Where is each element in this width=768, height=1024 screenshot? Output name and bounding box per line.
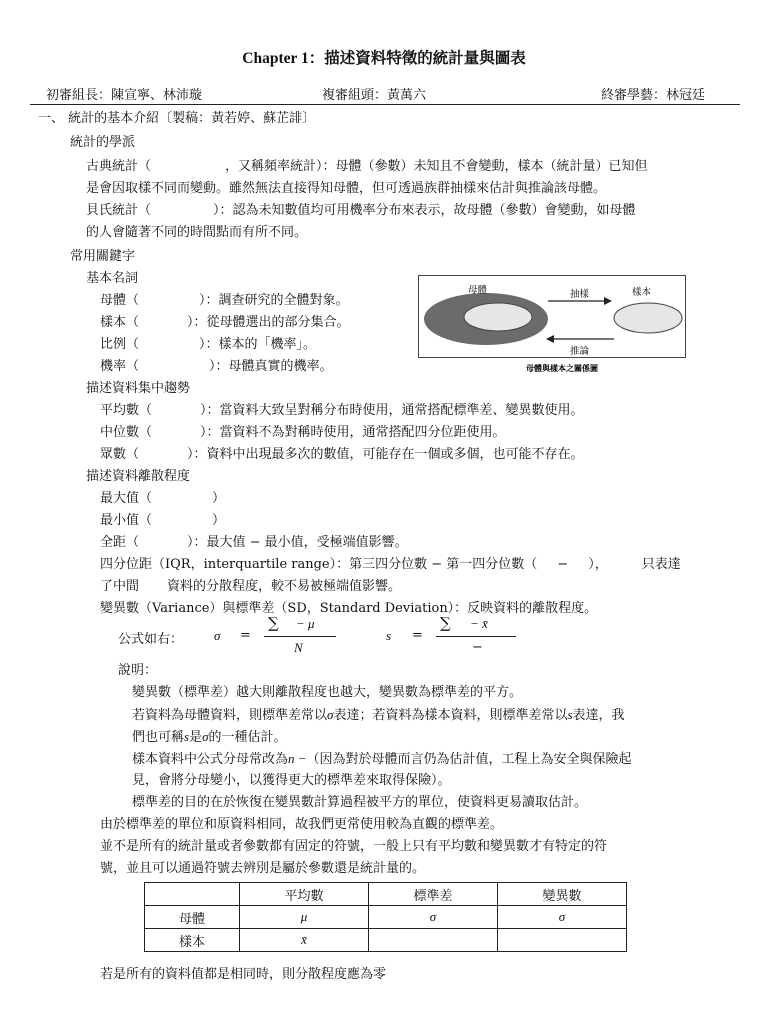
section-heading: 一、 統計的基本介紹〔製稿：黃若婷、蘇芷誹〕 <box>38 111 316 126</box>
sigma-symbol: σ <box>214 628 221 643</box>
text-span: ）：母體真實的機率。 <box>209 359 333 374</box>
text-span: ，又稱頻率統計）：母體（參數）未知且不會變動，樣本（統計量）已知但 <box>225 159 648 174</box>
text-span: （因為對於母體而言仍為估計值，工程上為安全與保險起 <box>306 752 632 767</box>
term-line <box>100 446 584 464</box>
paragraph-line: 並不是所有的統計量或者參數都有固定的符號，一般上只有平均數和變異數才有特定的符 <box>100 839 608 854</box>
subsection-heading: 統計的學派 <box>70 135 136 150</box>
text-span: 是 <box>189 730 203 745</box>
table-header-cell: 標準差 <box>369 883 498 906</box>
subsection-heading: 描述資料集中趨勢 <box>86 381 191 396</box>
term-line <box>100 512 225 530</box>
text-span: 的一種估計。 <box>208 730 287 745</box>
title-text: 描述資料特徵的統計量與圖表 <box>324 48 526 67</box>
diagram-label-population: 母體 <box>468 285 488 296</box>
fraction-bar <box>264 636 336 637</box>
text-span: 們也可稱 <box>132 730 185 745</box>
table-cell: μ <box>240 906 369 929</box>
sample-ellipse <box>614 303 682 333</box>
sample-inner-ellipse <box>464 303 532 331</box>
text-span: 資料的分散程度，較不易被極端值影響。 <box>167 579 402 594</box>
text-span: 了中間 <box>100 579 140 594</box>
text-span: ）：資料中出現最多次的數值，可能存在一個或多個，也可能不存在。 <box>187 447 584 462</box>
text-span: 中位數（ <box>100 425 153 440</box>
table-header-cell <box>145 883 240 906</box>
term-line: 變異數（Variance）與標準差（SD，Standard Deviation）：反映資料的離散程度。 <box>100 601 598 616</box>
paragraph-line: 是會因取樣不同而變動。雖然無法直接得知母體，但可透過族群抽樣來估計與推論該母體。 <box>86 181 607 196</box>
subsection-heading: 常用關鍵字 <box>70 249 136 264</box>
symbol-table <box>144 882 627 952</box>
term-line <box>100 336 316 354</box>
note-line <box>132 728 287 747</box>
population-sample-diagram <box>418 275 686 375</box>
paragraph-line <box>86 202 636 220</box>
reviewer-first: 初審組長：陳宣寧、林沛璇 <box>46 88 203 103</box>
table-cell: 母體 <box>145 906 240 929</box>
diagram-label-sampling: 抽樣 <box>570 289 590 300</box>
text-span: ） <box>212 513 226 528</box>
text-span: 樣本（ <box>100 315 140 330</box>
subsection-heading: 描述資料離散程度 <box>86 469 191 484</box>
text-span: 母體（ <box>100 293 140 308</box>
text-span: 四分位距（IQR，interquartile range）：第三四分位數 − 第一四分位數（ <box>100 557 538 572</box>
math-symbol: s <box>184 729 190 744</box>
table-cell: σ <box>498 906 627 929</box>
math-symbol: n − <box>288 751 307 766</box>
text-span: ） <box>212 491 226 506</box>
equals-sign: = <box>412 628 423 643</box>
text-span: ）：當資料不為對稱時使用，通常搭配四分位距使用。 <box>200 425 506 440</box>
text-span: ）：認為未知數值均可用機率分布來表示，故母體（參數）會變動，如母體 <box>213 203 636 218</box>
text-span: 平均數（ <box>100 403 153 418</box>
fraction-bar <box>436 636 516 637</box>
note-line <box>132 750 632 769</box>
term-line <box>100 358 333 376</box>
term-line <box>100 490 225 508</box>
divider <box>30 104 740 105</box>
sum-symbol: ∑ <box>268 614 279 632</box>
note-line: 標準差的目的在於恢復在變異數計算過程被平方的單位，使資料更易讀取估計。 <box>132 795 588 810</box>
sum-symbol: ∑ <box>440 614 451 632</box>
diagram-label-sample: 樣本 <box>632 287 652 298</box>
paragraph-line: 由於標準差的單位和原資料相同，故我們更常使用較為直觀的標準差。 <box>100 817 504 832</box>
text-span: 全距（ <box>100 535 140 550</box>
math-symbol: σ <box>327 707 334 722</box>
denominator: − <box>472 640 483 655</box>
table-header-cell: 變異數 <box>498 883 627 906</box>
text-span: 表達，我 <box>572 708 625 723</box>
denominator: N <box>294 640 303 655</box>
table-row <box>145 906 627 929</box>
math-symbol: σ <box>202 729 209 744</box>
table-cell <box>498 929 627 952</box>
text-span: 最小值（ <box>100 513 153 528</box>
variance-formula <box>118 614 538 664</box>
text-span: 最大值（ <box>100 491 153 506</box>
term-line <box>100 578 401 596</box>
term-line <box>100 534 408 552</box>
term-line <box>100 402 584 420</box>
text-span: 只表達 <box>641 557 681 572</box>
term-line <box>100 314 350 332</box>
title-chapter: Chapter 1： <box>242 50 325 67</box>
text-span: 比例（ <box>100 337 140 352</box>
text-span: ）：當資料大致呈對稱分布時使用，通常搭配標準差、變異數使用。 <box>200 403 584 418</box>
paragraph-line: 號，並且可以通過符號去辨別是屬於參數還是統計量的。 <box>100 861 426 876</box>
text-span: ）：調查研究的全體對象。 <box>199 293 349 308</box>
text-span: 樣本資料中公式分母常改為 <box>132 752 289 767</box>
subsection-heading: 基本名詞 <box>86 271 139 286</box>
note-heading: 說明： <box>118 663 158 678</box>
text-span: − <box>557 557 569 572</box>
text-span: 機率（ <box>100 359 140 374</box>
text-span: ）， <box>588 557 608 572</box>
note-line: 變異數（標準差）越大則離散程度也越大，變異數為標準差的平方。 <box>132 685 523 700</box>
page-title <box>0 46 768 68</box>
note-line: 見，會將分母變小，以獲得更大的標準差來取得保險）。 <box>132 773 451 788</box>
table-cell <box>369 929 498 952</box>
math-symbol: s <box>567 707 573 722</box>
numerator: − x̄ <box>470 616 488 631</box>
paragraph-line: 若是所有的資料值都是相同時，則分散程度應為零 <box>100 967 387 982</box>
formula-lead: 公式如右： <box>118 632 184 647</box>
text-span: ）：從母體選出的部分集合。 <box>187 315 350 330</box>
table-cell: σ <box>369 906 498 929</box>
term-line <box>100 424 506 442</box>
paragraph-line <box>86 158 648 176</box>
reviewer-second: 複審組頭：黃萬六 <box>322 88 427 103</box>
text-span: ）：樣本的「機率」。 <box>199 337 317 352</box>
table-header-cell: 平均數 <box>240 883 369 906</box>
s-symbol: s <box>386 628 392 643</box>
table-header-row <box>145 883 627 906</box>
text-span: ）：最大值 − 最小值，受極端值影響。 <box>187 535 408 550</box>
term-line <box>100 292 349 310</box>
numerator: − μ <box>296 616 315 631</box>
text-span: 若資料為母體資料，則標準差常以 <box>132 708 328 723</box>
diagram-label-inference: 推論 <box>570 346 590 357</box>
table-cell: x̄ <box>240 929 369 952</box>
paragraph-line: 的人會隨著不同的時間點而有所不同。 <box>86 225 308 240</box>
text-span: 貝氏統計（ <box>86 203 152 218</box>
text-span: 表達；若資料為樣本資料，則標準差常以 <box>333 708 568 723</box>
reviewer-final: 終審學藝：林冠廷 <box>601 88 706 103</box>
note-line <box>132 706 625 725</box>
text-span: 古典統計（ <box>86 159 152 174</box>
diagram-caption: 母體與樣本之關係圖 <box>526 364 598 373</box>
equals-sign: = <box>240 628 251 643</box>
term-line <box>100 556 681 574</box>
table-row <box>145 929 627 952</box>
table-cell: 樣本 <box>145 929 240 952</box>
text-span: 眾數（ <box>100 447 140 462</box>
